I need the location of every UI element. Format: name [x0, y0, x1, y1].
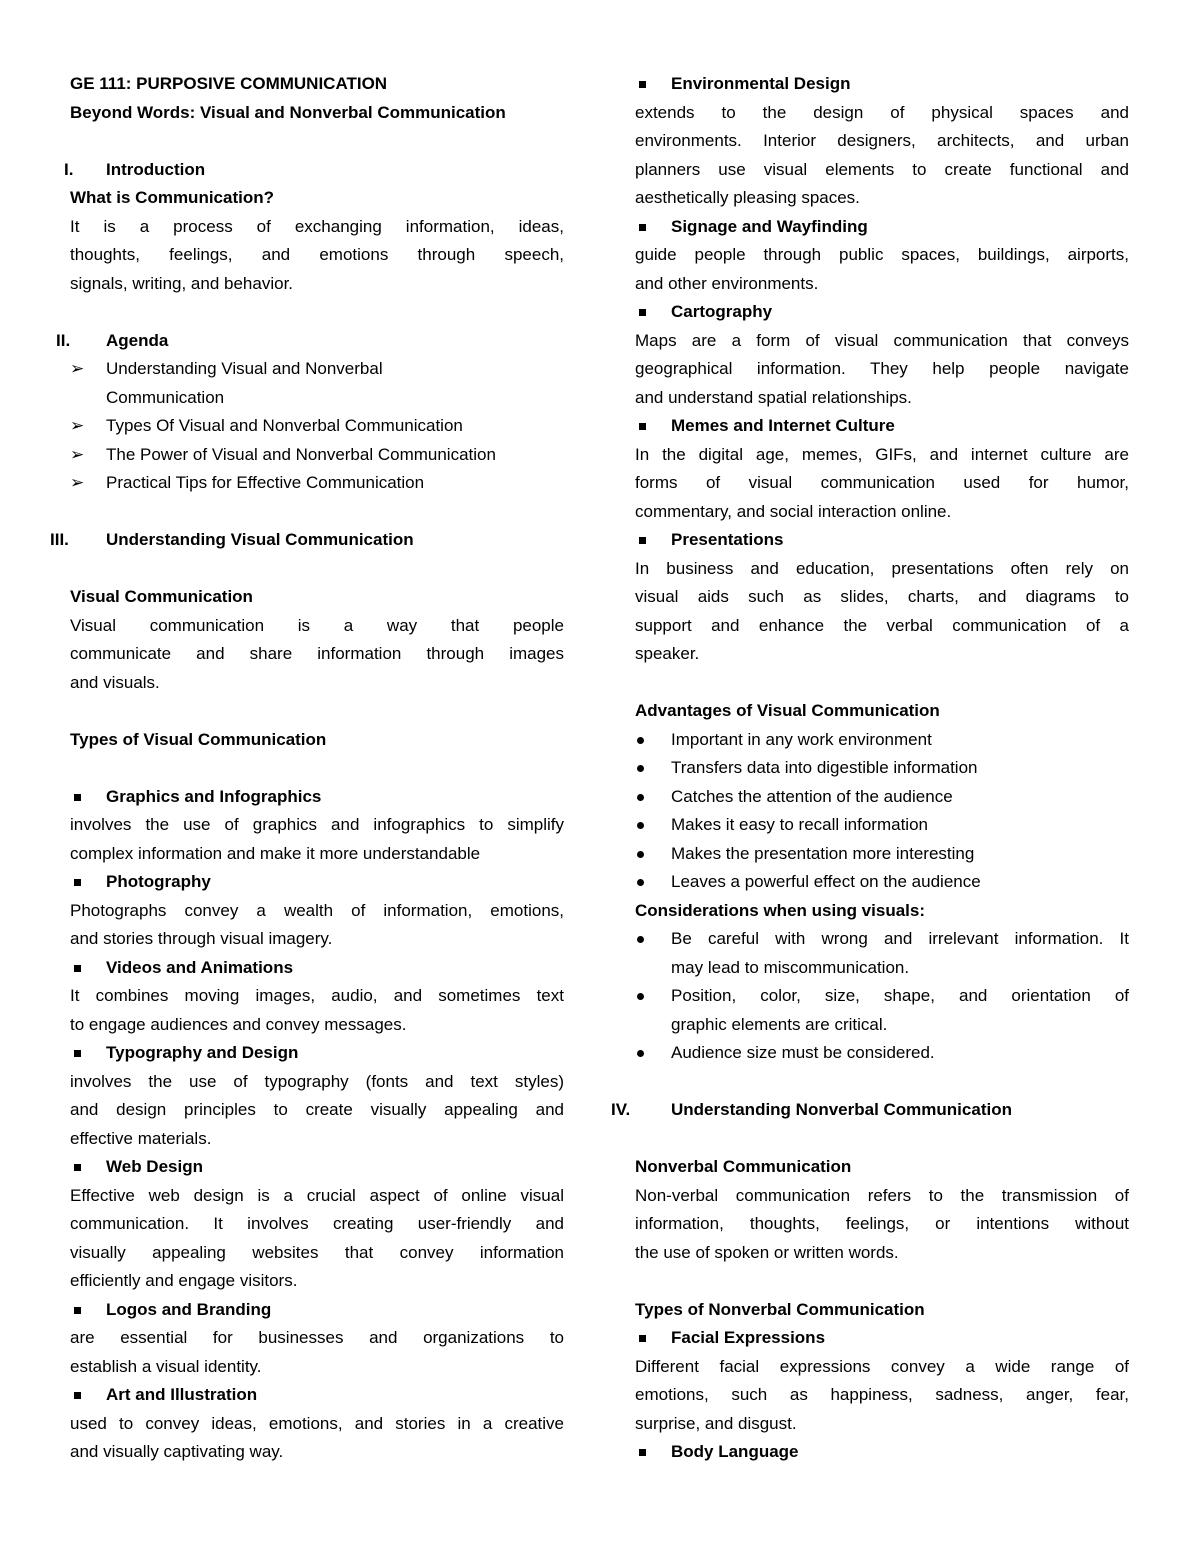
- arrow-bullet-icon: ➢: [70, 416, 85, 435]
- type-title: Typography and Design: [106, 1043, 299, 1062]
- section-heading: [64, 156, 564, 185]
- type-description-line: visually appealing websites that convey information: [70, 1242, 564, 1262]
- round-bullet-icon: [637, 879, 644, 886]
- type-description-line: establish a visual identity.: [70, 1356, 262, 1376]
- square-bullet-icon: [74, 1050, 81, 1057]
- type-description-line: and other environments.: [635, 273, 819, 293]
- type-item: [635, 412, 1129, 441]
- round-bullet-icon: [637, 794, 644, 801]
- right-column: [611, 70, 1129, 1467]
- paragraph-line: the use of spoken or written words.: [635, 1242, 899, 1262]
- advantage-item: [635, 754, 1129, 783]
- visual-types-list-continued: [635, 70, 1129, 669]
- type-item: [70, 783, 564, 812]
- type-item: [70, 954, 564, 983]
- consideration-text: Be careful with wrong and irrelevant information. It: [671, 929, 1129, 948]
- type-description-line: and stories through visual imagery.: [70, 929, 333, 948]
- type-description-line: effective materials.: [70, 1128, 212, 1148]
- consideration-text: may lead to miscommunication.: [671, 957, 910, 977]
- section-title: Introduction: [106, 159, 206, 179]
- type-description-line: environments. Interior designers, architects, and urban: [635, 131, 1129, 150]
- square-bullet-icon: [74, 1392, 81, 1399]
- type-title: Environmental Design: [671, 74, 851, 93]
- considerations-list: [635, 925, 1129, 1068]
- advantages-list: [635, 726, 1129, 897]
- round-bullet-icon: [637, 851, 644, 858]
- type-description-line: aesthetically pleasing spaces.: [635, 188, 860, 207]
- section-heading: [611, 1096, 1129, 1125]
- round-bullet-icon: [637, 1050, 644, 1057]
- type-description-line: communication. It involves creating user-friendly and: [70, 1214, 564, 1233]
- type-description-line: Effective web design is a crucial aspect of online visual: [70, 1185, 564, 1205]
- advantage-item: [635, 783, 1129, 812]
- agenda-item-text: Understanding Visual and Nonverbal: [106, 359, 383, 378]
- consideration-item: [635, 925, 1129, 982]
- type-description-line: It combines moving images, audio, and sometimes text: [70, 986, 564, 1005]
- paragraph-line: communicate and share information through images: [70, 644, 564, 663]
- type-item: [70, 1039, 564, 1068]
- square-bullet-icon: [639, 309, 646, 316]
- paragraph-line: and visuals.: [70, 672, 160, 692]
- type-description-line: support and enhance the verbal communication of a: [635, 615, 1129, 635]
- paragraph-line: Visual communication is a way that people: [70, 615, 564, 635]
- round-bullet-icon: [637, 737, 644, 744]
- type-title: Presentations: [671, 530, 784, 549]
- type-title: Art and Illustration: [106, 1385, 258, 1404]
- type-description-line: used to convey ideas, emotions, and stories in a creative: [70, 1413, 564, 1433]
- advantage-text: Makes the presentation more interesting: [671, 843, 975, 863]
- consideration-item: [635, 1039, 1129, 1068]
- square-bullet-icon: [639, 423, 646, 430]
- subheading: Considerations when using visuals:: [635, 900, 925, 920]
- type-item: [70, 1296, 564, 1325]
- paragraph-line: Non-verbal communication refers to the transmission of: [635, 1185, 1129, 1205]
- type-description-line: geographical information. They help people navigate: [635, 359, 1129, 378]
- square-bullet-icon: [74, 794, 81, 801]
- agenda-item: [70, 355, 564, 412]
- type-description-line: planners use visual elements to create functional and: [635, 159, 1129, 179]
- section-number: II.: [56, 330, 71, 350]
- intro-question: What is Communication?: [70, 188, 274, 207]
- advantage-text: Leaves a powerful effect on the audience: [671, 872, 981, 891]
- type-title: Body Language: [671, 1442, 799, 1461]
- type-description-line: are essential for businesses and organizations to: [70, 1328, 564, 1347]
- advantage-item: [635, 726, 1129, 755]
- advantage-item: [635, 811, 1129, 840]
- round-bullet-icon: [637, 993, 644, 1000]
- agenda-item-text: Communication: [106, 387, 225, 407]
- type-description-line: visual aids such as slides, charts, and diagrams to: [635, 587, 1129, 606]
- advantage-text: Important in any work environment: [671, 729, 932, 749]
- square-bullet-icon: [74, 965, 81, 972]
- consideration-text: Audience size must be considered.: [671, 1043, 935, 1062]
- type-item: [635, 1438, 1129, 1467]
- subheading: Types of Visual Communication: [70, 729, 327, 749]
- advantage-item: [635, 840, 1129, 869]
- nonverbal-types-list: [635, 1324, 1129, 1467]
- subheading: Visual Communication: [70, 587, 253, 606]
- type-item: [635, 526, 1129, 555]
- type-description-line: Photographs convey a wealth of information, emotions,: [70, 900, 564, 920]
- type-description-line: guide people through public spaces, buildings, airports,: [635, 245, 1129, 264]
- paragraph-line: information, thoughts, feelings, or intentions without: [635, 1214, 1129, 1233]
- type-item: [635, 1324, 1129, 1353]
- type-title: Videos and Animations: [106, 957, 294, 977]
- round-bullet-icon: [637, 822, 644, 829]
- agenda-item: [70, 441, 564, 470]
- advantage-text: Makes it easy to recall information: [671, 815, 928, 834]
- advantage-text: Transfers data into digestible information: [671, 758, 978, 777]
- type-title: Facial Expressions: [671, 1328, 826, 1347]
- type-description-line: In business and education, presentations often rely on: [635, 558, 1129, 578]
- type-title: Photography: [106, 872, 211, 891]
- consideration-item: [635, 982, 1129, 1039]
- type-description-line: speaker.: [635, 644, 700, 663]
- type-description-line: efficiently and engage visitors.: [70, 1271, 298, 1290]
- arrow-bullet-icon: ➢: [70, 359, 85, 378]
- type-description-line: and understand spatial relationships.: [635, 387, 912, 407]
- subheading: Types of Nonverbal Communication: [635, 1299, 925, 1319]
- paragraph-line: It is a process of exchanging information, ideas,: [70, 216, 564, 236]
- document-topic: Beyond Words: Visual and Nonverbal Communication: [70, 102, 506, 122]
- agenda-item-text: Practical Tips for Effective Communication: [106, 473, 425, 492]
- type-title: Graphics and Infographics: [106, 786, 322, 806]
- type-description-line: In the digital age, memes, GIFs, and internet culture are: [635, 444, 1129, 464]
- type-item: [635, 213, 1129, 242]
- section-number: IV.: [611, 1100, 631, 1119]
- type-item: [70, 1381, 564, 1410]
- square-bullet-icon: [74, 1164, 81, 1171]
- type-description-line: to engage audiences and convey messages.: [70, 1014, 407, 1034]
- type-item: [70, 1153, 564, 1182]
- arrow-bullet-icon: ➢: [70, 473, 85, 492]
- square-bullet-icon: [639, 81, 646, 88]
- paragraph-line: thoughts, feelings, and emotions through speech,: [70, 245, 564, 264]
- agenda-item-text: Types Of Visual and Nonverbal Communication: [106, 416, 463, 435]
- course-title: GE 111: PURPOSIVE COMMUNICATION: [70, 74, 388, 93]
- section-heading: [50, 526, 564, 555]
- advantage-item: [635, 868, 1129, 897]
- consideration-text: graphic elements are critical.: [671, 1014, 888, 1034]
- type-item: [635, 70, 1129, 99]
- type-item: [70, 868, 564, 897]
- type-description-line: and visually captivating way.: [70, 1442, 284, 1461]
- square-bullet-icon: [639, 224, 646, 231]
- type-description-line: involves the use of typography (fonts and text styles): [70, 1071, 564, 1091]
- subheading: Advantages of Visual Communication: [635, 701, 940, 720]
- paragraph-line: signals, writing, and behavior.: [70, 273, 294, 293]
- type-title: Signage and Wayfinding: [671, 216, 868, 236]
- type-description-line: and design principles to create visually appealing and: [70, 1100, 564, 1119]
- agenda-item-text: The Power of Visual and Nonverbal Communication: [106, 444, 496, 464]
- type-title: Logos and Branding: [106, 1299, 272, 1319]
- section-title: Understanding Visual Communication: [106, 530, 414, 549]
- square-bullet-icon: [74, 1307, 81, 1314]
- type-title: Memes and Internet Culture: [671, 416, 895, 435]
- type-description-line: commentary, and social interaction online.: [635, 501, 952, 521]
- type-title: Web Design: [106, 1157, 203, 1176]
- type-description-line: extends to the design of physical spaces and: [635, 102, 1129, 122]
- subheading: Nonverbal Communication: [635, 1157, 852, 1176]
- left-column: [50, 70, 564, 1467]
- type-description-line: emotions, such as happiness, sadness, anger, fear,: [635, 1385, 1129, 1404]
- section-heading: [56, 327, 564, 356]
- type-description-line: Maps are a form of visual communication that conveys: [635, 330, 1129, 350]
- type-description-line: involves the use of graphics and infographics to simplify: [70, 815, 564, 834]
- section-number: I.: [64, 159, 74, 179]
- section-title: Agenda: [106, 330, 169, 350]
- section-title: Understanding Nonverbal Communication: [671, 1100, 1012, 1119]
- round-bullet-icon: [637, 936, 644, 943]
- arrow-bullet-icon: ➢: [70, 444, 85, 464]
- visual-types-list: [70, 783, 564, 1467]
- round-bullet-icon: [637, 765, 644, 772]
- agenda-item: [70, 469, 564, 498]
- agenda-item: [70, 412, 564, 441]
- section-number: III.: [50, 530, 69, 549]
- type-item: [635, 298, 1129, 327]
- consideration-text: Position, color, size, shape, and orientation of: [671, 986, 1129, 1005]
- type-description-line: complex information and make it more understandable: [70, 843, 481, 863]
- square-bullet-icon: [639, 1449, 646, 1456]
- type-title: Cartography: [671, 302, 773, 321]
- type-description-line: surprise, and disgust.: [635, 1413, 797, 1433]
- square-bullet-icon: [74, 879, 81, 886]
- type-description-line: forms of visual communication used for humor,: [635, 473, 1129, 492]
- advantage-text: Catches the attention of the audience: [671, 786, 953, 806]
- type-description-line: Different facial expressions convey a wide range of: [635, 1356, 1129, 1376]
- square-bullet-icon: [639, 537, 646, 544]
- square-bullet-icon: [639, 1335, 646, 1342]
